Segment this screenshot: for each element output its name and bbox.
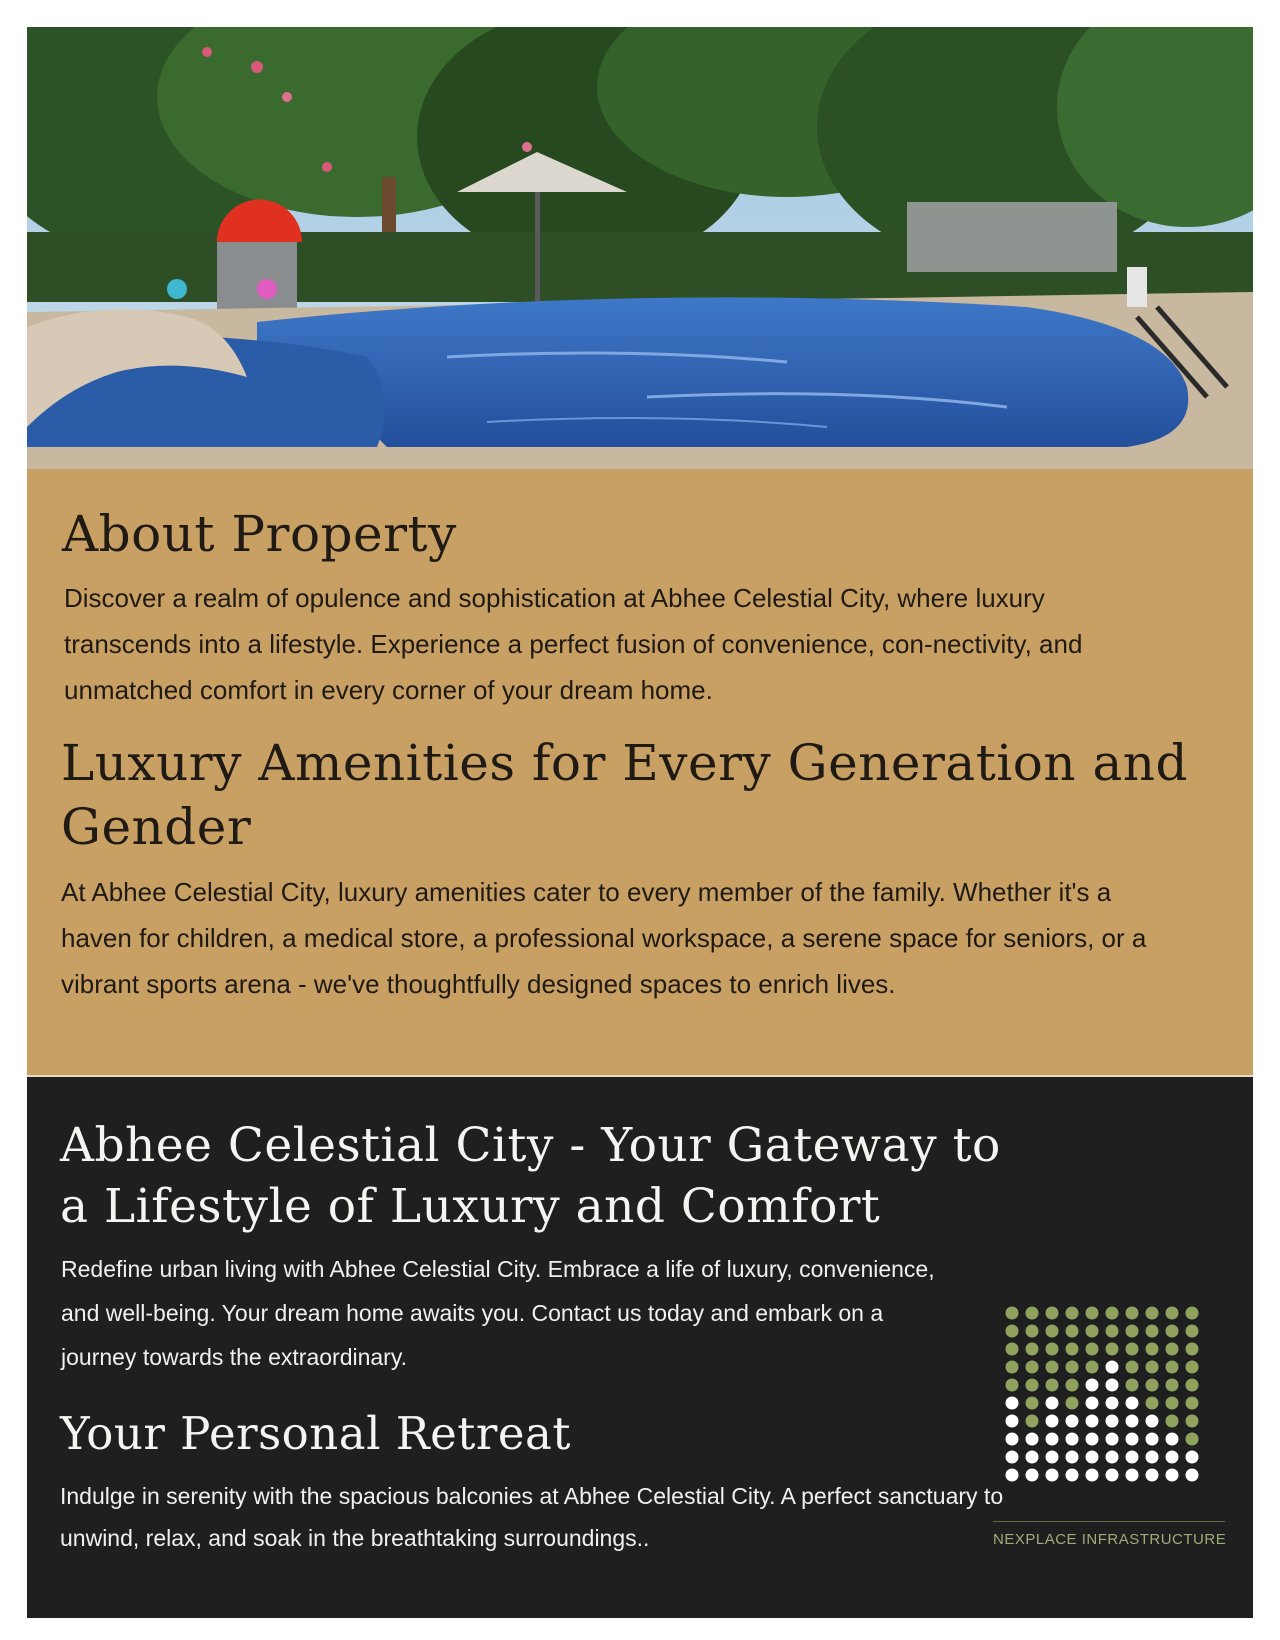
logo-dot [1066,1397,1079,1410]
logo-dot [1026,1343,1039,1356]
logo-dot [1186,1361,1199,1374]
logo-dot [1026,1433,1039,1446]
logo-dot [1046,1469,1059,1482]
logo-dot [1106,1343,1119,1356]
logo-dot [1126,1307,1139,1320]
logo-dot [1046,1343,1059,1356]
logo-dot [1146,1451,1159,1464]
logo-dot [1126,1379,1139,1392]
logo-dot [1106,1307,1119,1320]
gateway-section [27,1075,1253,1618]
logo-dot [1026,1415,1039,1428]
logo-dot [1006,1343,1019,1356]
logo-dot [1026,1397,1039,1410]
logo-dot [1146,1325,1159,1338]
logo-dot [1086,1415,1099,1428]
logo-dot [1126,1343,1139,1356]
logo-dot [1186,1415,1199,1428]
logo-dot [1106,1433,1119,1446]
logo-dot [1046,1379,1059,1392]
logo-dot [1086,1361,1099,1374]
logo-dot [1086,1325,1099,1338]
logo-dot [1066,1307,1079,1320]
logo-dot [1186,1433,1199,1446]
logo-dot [1106,1415,1119,1428]
logo-dot [1166,1343,1179,1356]
logo-dot [1006,1415,1019,1428]
logo-dot [1006,1307,1019,1320]
logo-dot [1146,1379,1159,1392]
logo-dot [1106,1325,1119,1338]
hero-image [27,27,1253,469]
logo-dot [1046,1307,1059,1320]
logo-dot [1146,1343,1159,1356]
logo-dot [1066,1415,1079,1428]
logo-dot [1006,1361,1019,1374]
logo-dot [1126,1469,1139,1482]
logo-dot [1166,1361,1179,1374]
logo-dot [1126,1433,1139,1446]
logo-dot [1166,1307,1179,1320]
amenities-text: At Abhee Celestial City, luxury amenities cater to every member of the family. Whether it's a haven for children, a medical store, a professional workspace, a serene space for seniors, or a vibrant sports arena - we've thoughtfully designed spaces to enrich lives. [61,877,1147,999]
logo-dot [1006,1451,1019,1464]
logo-dot [1026,1307,1039,1320]
logo-dot [1026,1379,1039,1392]
logo-dot [1166,1451,1179,1464]
logo-dot [1186,1379,1199,1392]
logo-dot [1046,1397,1059,1410]
logo-dot [1146,1307,1159,1320]
logo-dot [1166,1397,1179,1410]
logo-dot [1066,1325,1079,1338]
logo-dot [1046,1451,1059,1464]
about-text: Discover a realm of opulence and sophistication at Abhee Celestial City, where luxury transcends into a lifestyle. Experience a perfect fusion of convenience, con-nectivity, and unmatched comfort in every corner of your dream home. [64,583,1083,705]
amenities-title: Luxury Amenities for Every Generation and Gender [61,734,1188,856]
logo-dot [1186,1397,1199,1410]
logo-dot [1046,1325,1059,1338]
logo-dot [1186,1469,1199,1482]
hero-pool-illustration [27,27,1253,469]
logo-dot [1086,1307,1099,1320]
logo-dot [1166,1469,1179,1482]
logo-dot [1026,1361,1039,1374]
logo-dot [1066,1361,1079,1374]
logo-dot [1026,1325,1039,1338]
logo-dot [1186,1451,1199,1464]
about-section [27,469,1253,1075]
logo-dot [1006,1397,1019,1410]
logo-dot [1046,1433,1059,1446]
logo-dot [1026,1451,1039,1464]
logo-dot [1106,1451,1119,1464]
logo-dot [1066,1379,1079,1392]
about-title: About Property [62,505,457,563]
retreat-text: Indulge in serenity with the spacious balconies at Abhee Celestial City. A perfect sanctuary to unwind, relax, and soak in the breathtaking surroundings.. [60,1483,1004,1551]
logo-dot [1006,1433,1019,1446]
brand-name: NEXPLACE INFRASTRUCTURE [993,1531,1227,1548]
logo-dot [1106,1379,1119,1392]
brand-divider [993,1521,1225,1522]
logo-dot [1086,1397,1099,1410]
logo-dot [1126,1415,1139,1428]
logo-dot [1066,1451,1079,1464]
logo-dot [1086,1433,1099,1446]
logo-dot [1006,1325,1019,1338]
logo-dot [1106,1361,1119,1374]
gateway-text: Redefine urban living with Abhee Celestial City. Embrace a life of luxury, convenience, and well-being. Your dream home awaits you. Contact us today and embark on a journey towards the extraordinary. [61,1256,935,1370]
logo-dot [1186,1325,1199,1338]
logo-dot [1066,1343,1079,1356]
logo-dot [1166,1379,1179,1392]
logo-dot [1126,1397,1139,1410]
logo-dot [1106,1397,1119,1410]
logo-dot [1086,1379,1099,1392]
logo-dot [1066,1469,1079,1482]
brand-dot-logo [1002,1305,1232,1495]
logo-dot [1186,1307,1199,1320]
logo-dot [1146,1415,1159,1428]
logo-dot [1146,1433,1159,1446]
logo-dot [1146,1397,1159,1410]
logo-dot [1026,1469,1039,1482]
logo-dot [1186,1343,1199,1356]
logo-dot [1086,1469,1099,1482]
gateway-title: Abhee Celestial City - Your Gateway to a Lifestyle of Luxury and Comfort [60,1118,1001,1234]
logo-dot [1166,1415,1179,1428]
logo-dot [1126,1361,1139,1374]
logo-dot [1006,1469,1019,1482]
logo-dot [1146,1361,1159,1374]
logo-dot [1046,1415,1059,1428]
logo-dot [1166,1325,1179,1338]
logo-dot [1066,1433,1079,1446]
logo-dot [1006,1379,1019,1392]
dot-matrix-logo [1002,1305,1232,1495]
logo-dot [1146,1469,1159,1482]
logo-dot [1086,1451,1099,1464]
logo-dot [1126,1451,1139,1464]
logo-dot [1166,1433,1179,1446]
logo-dot [1046,1361,1059,1374]
logo-dot [1106,1469,1119,1482]
logo-dot [1126,1325,1139,1338]
retreat-title: Your Personal Retreat [60,1407,571,1460]
logo-dot [1086,1343,1099,1356]
